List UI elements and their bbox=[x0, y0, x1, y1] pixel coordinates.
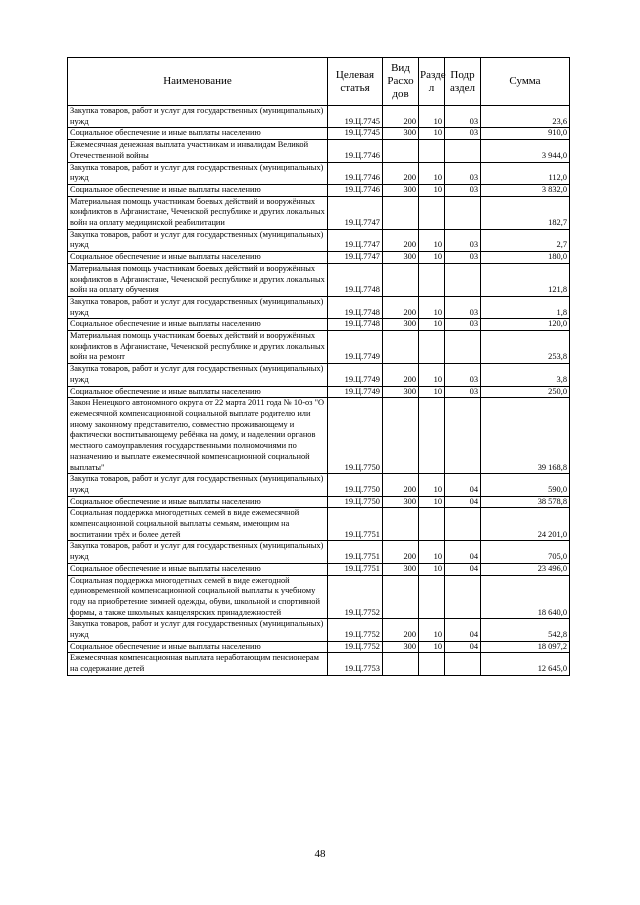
cell-exp-type bbox=[383, 508, 419, 541]
cell-name: Ежемесячная компенсационная выплата неработающим пенсионерам на содержание детей bbox=[68, 653, 328, 675]
cell-subsection: 04 bbox=[445, 563, 481, 575]
budget-table bbox=[67, 57, 570, 676]
table-row bbox=[68, 128, 570, 140]
cell-exp-type: 200 bbox=[383, 364, 419, 386]
table-row bbox=[68, 196, 570, 229]
cell-sum: 182,7 bbox=[481, 196, 570, 229]
cell-target: 19.Ц.7750 bbox=[328, 496, 383, 508]
cell-exp-type: 200 bbox=[383, 106, 419, 128]
cell-exp-type: 300 bbox=[383, 184, 419, 196]
cell-target: 19.Ц.7752 bbox=[328, 575, 383, 619]
cell-name: Социальное обеспечение и иные выплаты населению bbox=[68, 386, 328, 398]
table-row bbox=[68, 541, 570, 563]
table-row bbox=[68, 563, 570, 575]
cell-target: 19.Ц.7747 bbox=[328, 196, 383, 229]
cell-target: 19.Ц.7748 bbox=[328, 296, 383, 318]
cell-target: 19.Ц.7752 bbox=[328, 641, 383, 653]
cell-exp-type bbox=[383, 196, 419, 229]
cell-subsection bbox=[445, 508, 481, 541]
cell-sum: 910,0 bbox=[481, 128, 570, 140]
cell-target: 19.Ц.7749 bbox=[328, 331, 383, 364]
cell-section: 10 bbox=[419, 386, 445, 398]
cell-section bbox=[419, 140, 445, 162]
table-row bbox=[68, 619, 570, 641]
cell-subsection: 03 bbox=[445, 252, 481, 264]
cell-name: Закупка товаров, работ и услуг для государственных (муниципальных) нужд bbox=[68, 296, 328, 318]
cell-target: 19.Ц.7746 bbox=[328, 162, 383, 184]
cell-exp-type: 300 bbox=[383, 252, 419, 264]
header-subsection: Подр аздел bbox=[445, 58, 481, 106]
cell-name: Закон Ненецкого автономного округа от 22 марта 2011 года № 10-оз "О ежемесячной компенсационной социальной выплате родителю или иному законному представителю, совместно проживающему и фактически воспитывающему ребёнка на дому, и наделении органов местного самоуправления государственными полномочиями по назначению и выплате ежемесячной компенсационной социальной выплаты" bbox=[68, 398, 328, 474]
cell-name: Закупка товаров, работ и услуг для государственных (муниципальных) нужд bbox=[68, 541, 328, 563]
cell-sum: 253,8 bbox=[481, 331, 570, 364]
cell-exp-type bbox=[383, 331, 419, 364]
cell-subsection: 04 bbox=[445, 474, 481, 496]
page-number: 48 bbox=[314, 848, 326, 860]
cell-target: 19.Ц.7753 bbox=[328, 653, 383, 675]
table-row bbox=[68, 106, 570, 128]
cell-exp-type: 200 bbox=[383, 162, 419, 184]
cell-sum: 24 201,0 bbox=[481, 508, 570, 541]
cell-name: Закупка товаров, работ и услуг для государственных (муниципальных) нужд bbox=[68, 364, 328, 386]
cell-section bbox=[419, 196, 445, 229]
cell-sum: 590,0 bbox=[481, 474, 570, 496]
cell-exp-type: 300 bbox=[383, 386, 419, 398]
cell-section: 10 bbox=[419, 319, 445, 331]
table-row bbox=[68, 229, 570, 251]
cell-section bbox=[419, 575, 445, 619]
cell-sum: 18 640,0 bbox=[481, 575, 570, 619]
cell-sum: 121,8 bbox=[481, 263, 570, 296]
cell-sum: 12 645,0 bbox=[481, 653, 570, 675]
cell-exp-type bbox=[383, 575, 419, 619]
cell-name: Социальная поддержка многодетных семей в виде ежемесячной компенсационной социальной выплаты семьям, имеющим на воспитании трёх и более детей bbox=[68, 508, 328, 541]
table-row bbox=[68, 508, 570, 541]
cell-exp-type: 200 bbox=[383, 619, 419, 641]
cell-name: Социальное обеспечение и иные выплаты населению bbox=[68, 252, 328, 264]
cell-sum: 542,8 bbox=[481, 619, 570, 641]
table-row bbox=[68, 364, 570, 386]
cell-name: Социальное обеспечение и иные выплаты населению bbox=[68, 641, 328, 653]
cell-section: 10 bbox=[419, 162, 445, 184]
cell-exp-type: 200 bbox=[383, 474, 419, 496]
cell-target: 19.Ц.7749 bbox=[328, 364, 383, 386]
cell-section: 10 bbox=[419, 541, 445, 563]
table-row bbox=[68, 398, 570, 474]
cell-section: 10 bbox=[419, 296, 445, 318]
table-row bbox=[68, 474, 570, 496]
table-row bbox=[68, 263, 570, 296]
cell-sum: 23 496,0 bbox=[481, 563, 570, 575]
cell-sum: 3 944,0 bbox=[481, 140, 570, 162]
cell-subsection bbox=[445, 398, 481, 474]
cell-target: 19.Ц.7746 bbox=[328, 140, 383, 162]
cell-subsection: 03 bbox=[445, 386, 481, 398]
table-row bbox=[68, 386, 570, 398]
table-row bbox=[68, 575, 570, 619]
cell-section: 10 bbox=[419, 128, 445, 140]
cell-exp-type: 300 bbox=[383, 496, 419, 508]
cell-subsection: 03 bbox=[445, 106, 481, 128]
cell-subsection: 03 bbox=[445, 128, 481, 140]
cell-name: Закупка товаров, работ и услуг для государственных (муниципальных) нужд bbox=[68, 619, 328, 641]
cell-name: Социальное обеспечение и иные выплаты населению bbox=[68, 184, 328, 196]
cell-exp-type: 300 bbox=[383, 641, 419, 653]
cell-section: 10 bbox=[419, 364, 445, 386]
cell-name: Закупка товаров, работ и услуг для государственных (муниципальных) нужд bbox=[68, 474, 328, 496]
cell-name: Закупка товаров, работ и услуг для государственных (муниципальных) нужд bbox=[68, 162, 328, 184]
cell-exp-type: 300 bbox=[383, 563, 419, 575]
table-row bbox=[68, 331, 570, 364]
table-row bbox=[68, 653, 570, 675]
cell-section bbox=[419, 263, 445, 296]
cell-subsection: 03 bbox=[445, 162, 481, 184]
table-row bbox=[68, 162, 570, 184]
cell-sum: 3 832,0 bbox=[481, 184, 570, 196]
cell-sum: 2,7 bbox=[481, 229, 570, 251]
cell-target: 19.Ц.7751 bbox=[328, 508, 383, 541]
cell-subsection: 03 bbox=[445, 296, 481, 318]
cell-section: 10 bbox=[419, 252, 445, 264]
cell-section bbox=[419, 653, 445, 675]
cell-exp-type: 200 bbox=[383, 541, 419, 563]
cell-name: Социальная поддержка многодетных семей в виде ежегодной единовременной компенсационной социальной выплаты к учебному году на приобретение зимней одежды, обуви, школьной и спортивной формы, а также школьных канцелярских принадлежностей bbox=[68, 575, 328, 619]
cell-target: 19.Ц.7751 bbox=[328, 563, 383, 575]
cell-subsection: 03 bbox=[445, 184, 481, 196]
table-row bbox=[68, 496, 570, 508]
cell-name: Социальное обеспечение и иные выплаты населению bbox=[68, 563, 328, 575]
cell-subsection bbox=[445, 575, 481, 619]
cell-sum: 180,0 bbox=[481, 252, 570, 264]
cell-name: Закупка товаров, работ и услуг для государственных (муниципальных) нужд bbox=[68, 229, 328, 251]
cell-section bbox=[419, 508, 445, 541]
cell-target: 19.Ц.7747 bbox=[328, 252, 383, 264]
cell-subsection bbox=[445, 653, 481, 675]
cell-subsection: 03 bbox=[445, 229, 481, 251]
cell-sum: 3,8 bbox=[481, 364, 570, 386]
cell-subsection bbox=[445, 196, 481, 229]
cell-sum: 38 578,8 bbox=[481, 496, 570, 508]
table-body bbox=[68, 106, 570, 676]
table-row bbox=[68, 296, 570, 318]
cell-subsection: 04 bbox=[445, 496, 481, 508]
cell-name: Социальное обеспечение и иные выплаты населению bbox=[68, 496, 328, 508]
header-exp-type: Вид Расхо дов bbox=[383, 58, 419, 106]
cell-subsection bbox=[445, 263, 481, 296]
cell-target: 19.Ц.7745 bbox=[328, 106, 383, 128]
cell-exp-type bbox=[383, 140, 419, 162]
table-row bbox=[68, 140, 570, 162]
cell-name: Социальное обеспечение и иные выплаты населению bbox=[68, 128, 328, 140]
cell-exp-type bbox=[383, 263, 419, 296]
cell-name: Материальная помощь участникам боевых действий и вооружённых конфликтов в Афганистане, Чеченской республике и других локальных войн на оплату обучения bbox=[68, 263, 328, 296]
cell-subsection: 03 bbox=[445, 319, 481, 331]
cell-name: Закупка товаров, работ и услуг для государственных (муниципальных) нужд bbox=[68, 106, 328, 128]
cell-exp-type bbox=[383, 398, 419, 474]
cell-target: 19.Ц.7749 bbox=[328, 386, 383, 398]
table-row bbox=[68, 641, 570, 653]
cell-sum: 39 168,8 bbox=[481, 398, 570, 474]
cell-target: 19.Ц.7748 bbox=[328, 263, 383, 296]
cell-name: Ежемесячная денежная выплата участникам и инвалидам Великой Отечественной войны bbox=[68, 140, 328, 162]
cell-target: 19.Ц.7748 bbox=[328, 319, 383, 331]
cell-subsection bbox=[445, 140, 481, 162]
header-sum: Сумма bbox=[481, 58, 570, 106]
cell-target: 19.Ц.7747 bbox=[328, 229, 383, 251]
cell-target: 19.Ц.7745 bbox=[328, 128, 383, 140]
cell-target: 19.Ц.7752 bbox=[328, 619, 383, 641]
cell-section: 10 bbox=[419, 106, 445, 128]
cell-sum: 23,6 bbox=[481, 106, 570, 128]
cell-section: 10 bbox=[419, 619, 445, 641]
cell-section: 10 bbox=[419, 229, 445, 251]
cell-section bbox=[419, 398, 445, 474]
cell-sum: 120,0 bbox=[481, 319, 570, 331]
header-target: Целевая статья bbox=[328, 58, 383, 106]
cell-exp-type: 200 bbox=[383, 296, 419, 318]
cell-exp-type: 300 bbox=[383, 128, 419, 140]
cell-section: 10 bbox=[419, 474, 445, 496]
table-row bbox=[68, 319, 570, 331]
cell-exp-type: 300 bbox=[383, 319, 419, 331]
cell-sum: 18 097,2 bbox=[481, 641, 570, 653]
cell-subsection bbox=[445, 331, 481, 364]
header-name: Наименование bbox=[68, 58, 328, 106]
cell-subsection: 04 bbox=[445, 619, 481, 641]
cell-subsection: 04 bbox=[445, 541, 481, 563]
cell-section: 10 bbox=[419, 496, 445, 508]
cell-section: 10 bbox=[419, 563, 445, 575]
cell-sum: 705,0 bbox=[481, 541, 570, 563]
cell-sum: 250,0 bbox=[481, 386, 570, 398]
table-header-row bbox=[68, 58, 570, 106]
cell-exp-type bbox=[383, 653, 419, 675]
cell-section bbox=[419, 331, 445, 364]
cell-name: Материальная помощь участникам боевых действий и вооружённых конфликтов в Афганистане, Чеченской республике и других локальных войн на ремонт bbox=[68, 331, 328, 364]
cell-name: Социальное обеспечение и иные выплаты населению bbox=[68, 319, 328, 331]
cell-section: 10 bbox=[419, 184, 445, 196]
table-row bbox=[68, 184, 570, 196]
cell-target: 19.Ц.7746 bbox=[328, 184, 383, 196]
cell-sum: 1,8 bbox=[481, 296, 570, 318]
cell-subsection: 03 bbox=[445, 364, 481, 386]
header-section: Разде л bbox=[419, 58, 445, 106]
cell-target: 19.Ц.7750 bbox=[328, 398, 383, 474]
cell-exp-type: 200 bbox=[383, 229, 419, 251]
cell-subsection: 04 bbox=[445, 641, 481, 653]
cell-target: 19.Ц.7751 bbox=[328, 541, 383, 563]
cell-sum: 112,0 bbox=[481, 162, 570, 184]
cell-name: Материальная помощь участникам боевых действий и вооружённых конфликтов в Афганистане, Чеченской республике и других локальных войн на оплату медицинской реабилитации bbox=[68, 196, 328, 229]
cell-target: 19.Ц.7750 bbox=[328, 474, 383, 496]
cell-section: 10 bbox=[419, 641, 445, 653]
table-row bbox=[68, 252, 570, 264]
